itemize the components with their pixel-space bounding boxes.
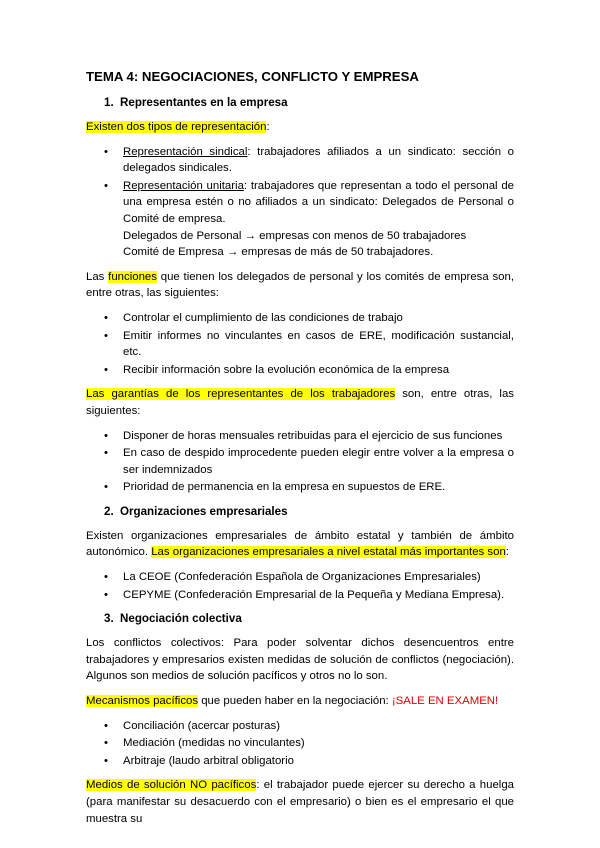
highlighted-text: Existen dos tipos de representación: [86, 121, 267, 133]
list-item: [86, 479, 514, 496]
representation-intro: [86, 119, 514, 136]
sub-line-comite: Comité de Empresa → empresas de más de 50 trabajadores.: [123, 246, 434, 259]
list-item: [86, 753, 514, 770]
highlighted-text: Las organizaciones empresariales a nivel estatal más importantes son: [151, 546, 506, 559]
peaceful-mechanisms-paragraph: [86, 693, 514, 710]
bullet-icon: •: [104, 481, 108, 494]
list-item: [86, 144, 514, 177]
underlined-term: Representación unitaria: [123, 179, 244, 192]
guarantees-paragraph: [86, 386, 514, 419]
list-item: [86, 718, 514, 735]
list-item-text: Prioridad de permanencia en la empresa en supuestos de ERE.: [123, 481, 446, 494]
list-item: [86, 310, 514, 327]
conflicts-paragraph: Los conflictos colectivos: Para poder solventar dichos desencuentros entre trabajadores y empresarios existen medidas de solución de conflictos (negociación). Algunos son medios de solución pacíficos y otros no lo son.: [86, 637, 514, 683]
non-peaceful-paragraph: [86, 777, 514, 827]
bullet-icon: •: [104, 737, 108, 750]
representation-types-list: [86, 144, 514, 261]
guarantees-list: [86, 428, 514, 496]
list-item: [86, 445, 514, 478]
list-item: [86, 587, 514, 604]
text-fragment: Las: [86, 270, 109, 283]
list-item: [86, 328, 514, 361]
organizations-list: [86, 569, 514, 603]
section-2-title: Organizaciones empresariales: [120, 504, 288, 518]
underlined-term: Representación sindical: [123, 145, 248, 158]
text-fragment: son, entre otras, las siguientes:: [86, 388, 514, 417]
text-fragment: que tienen los delegados de personal y los comités de empresa son, entre otras, las siguientes:: [86, 270, 515, 300]
section-2-number: 2.: [104, 504, 114, 518]
peaceful-mechanisms-list: [86, 718, 514, 770]
text-fragment: que pueden haber en la negociación:: [198, 695, 392, 708]
list-item-text: En caso de despido improcedente pueden elegir entre volver a la empresa o ser indemnizados: [123, 447, 514, 476]
list-item-text: CEPYME (Confederación Empresarial de la Pequeña y Mediana Empresa).: [123, 588, 505, 601]
exam-alert: ¡SALE EN EXAMEN!: [391, 695, 499, 708]
list-item-text: Emitir informes no vinculantes en casos de ERE, modificación sustancial, etc.: [123, 329, 514, 359]
functions-list: [86, 310, 514, 378]
bullet-icon: •: [104, 447, 108, 460]
list-item-text: La CEOE (Confederación Española de Organizaciones Empresariales): [123, 571, 481, 584]
list-item: [86, 569, 514, 586]
intro-colon: :: [266, 121, 270, 133]
highlighted-text: funciones: [108, 270, 157, 283]
section-1-heading: [86, 95, 514, 111]
bullet-icon: •: [104, 588, 108, 601]
list-item: [86, 178, 514, 261]
list-item-text: Controlar el cumplimiento de las condiciones de trabajo: [123, 311, 403, 324]
bullet-icon: •: [104, 311, 108, 324]
bullet-icon: •: [104, 429, 108, 442]
bullet-icon: •: [104, 145, 108, 158]
highlighted-text: Medios de solución NO pacíficos: [86, 779, 257, 792]
bullet-icon: •: [104, 571, 108, 584]
bullet-icon: •: [104, 363, 108, 376]
list-item: [86, 428, 514, 445]
bullet-icon: •: [104, 329, 108, 342]
list-item-text: Arbitraje (laudo arbitral obligatorio: [123, 754, 294, 767]
section-3-title: Negociación colectiva: [120, 612, 242, 626]
list-item-text: : trabajadores afiliados a un sindicato: sección o delegados sindicales.: [123, 145, 515, 175]
list-item-text: Recibir información sobre la evolución económica de la empresa: [123, 363, 450, 376]
bullet-icon: •: [104, 179, 108, 192]
highlighted-text: Mecanismos pacíficos: [86, 695, 199, 708]
text-fragment: Existen organizaciones empresariales de ámbito estatal y también de ámbito autonómico.: [86, 529, 514, 559]
bullet-icon: •: [104, 754, 108, 767]
document-title: TEMA 4: NEGOCIACIONES, CONFLICTO Y EMPRESA: [86, 69, 419, 84]
organizations-paragraph: [86, 528, 514, 561]
section-3-heading: [86, 611, 514, 627]
functions-paragraph: [86, 269, 514, 302]
list-item: [86, 735, 514, 752]
text-fragment: : el trabajador puede ejercer su derecho a huelga (para manifestar su desacuerdo con el empresario) o bien es el empresario el que muestra su: [86, 779, 514, 825]
section-2-heading: [86, 504, 514, 520]
highlighted-text: Las garantías de los representantes de los trabajadores: [86, 388, 396, 401]
list-item-text: Disponer de horas mensuales retribuidas para el ejercicio de sus funciones: [123, 429, 503, 442]
sub-line-delegados: Delegados de Personal → empresas con menos de 50 trabajadores: [123, 229, 467, 242]
section-1-number: 1.: [104, 96, 114, 109]
bullet-icon: •: [104, 719, 108, 732]
list-item: [86, 362, 514, 379]
section-1-title: Representantes en la empresa: [120, 96, 288, 109]
list-item-text: Mediación (medidas no vinculantes): [123, 737, 305, 750]
text-fragment: :: [505, 546, 509, 559]
list-item-text: Conciliación (acercar posturas): [123, 719, 280, 732]
section-3-number: 3.: [104, 612, 114, 626]
list-item-text: : trabajadores que representan a todo el personal de una empresa estén o no afiliados a un sindicato: Delegados de Personal o Comité de empresa.: [123, 179, 514, 225]
